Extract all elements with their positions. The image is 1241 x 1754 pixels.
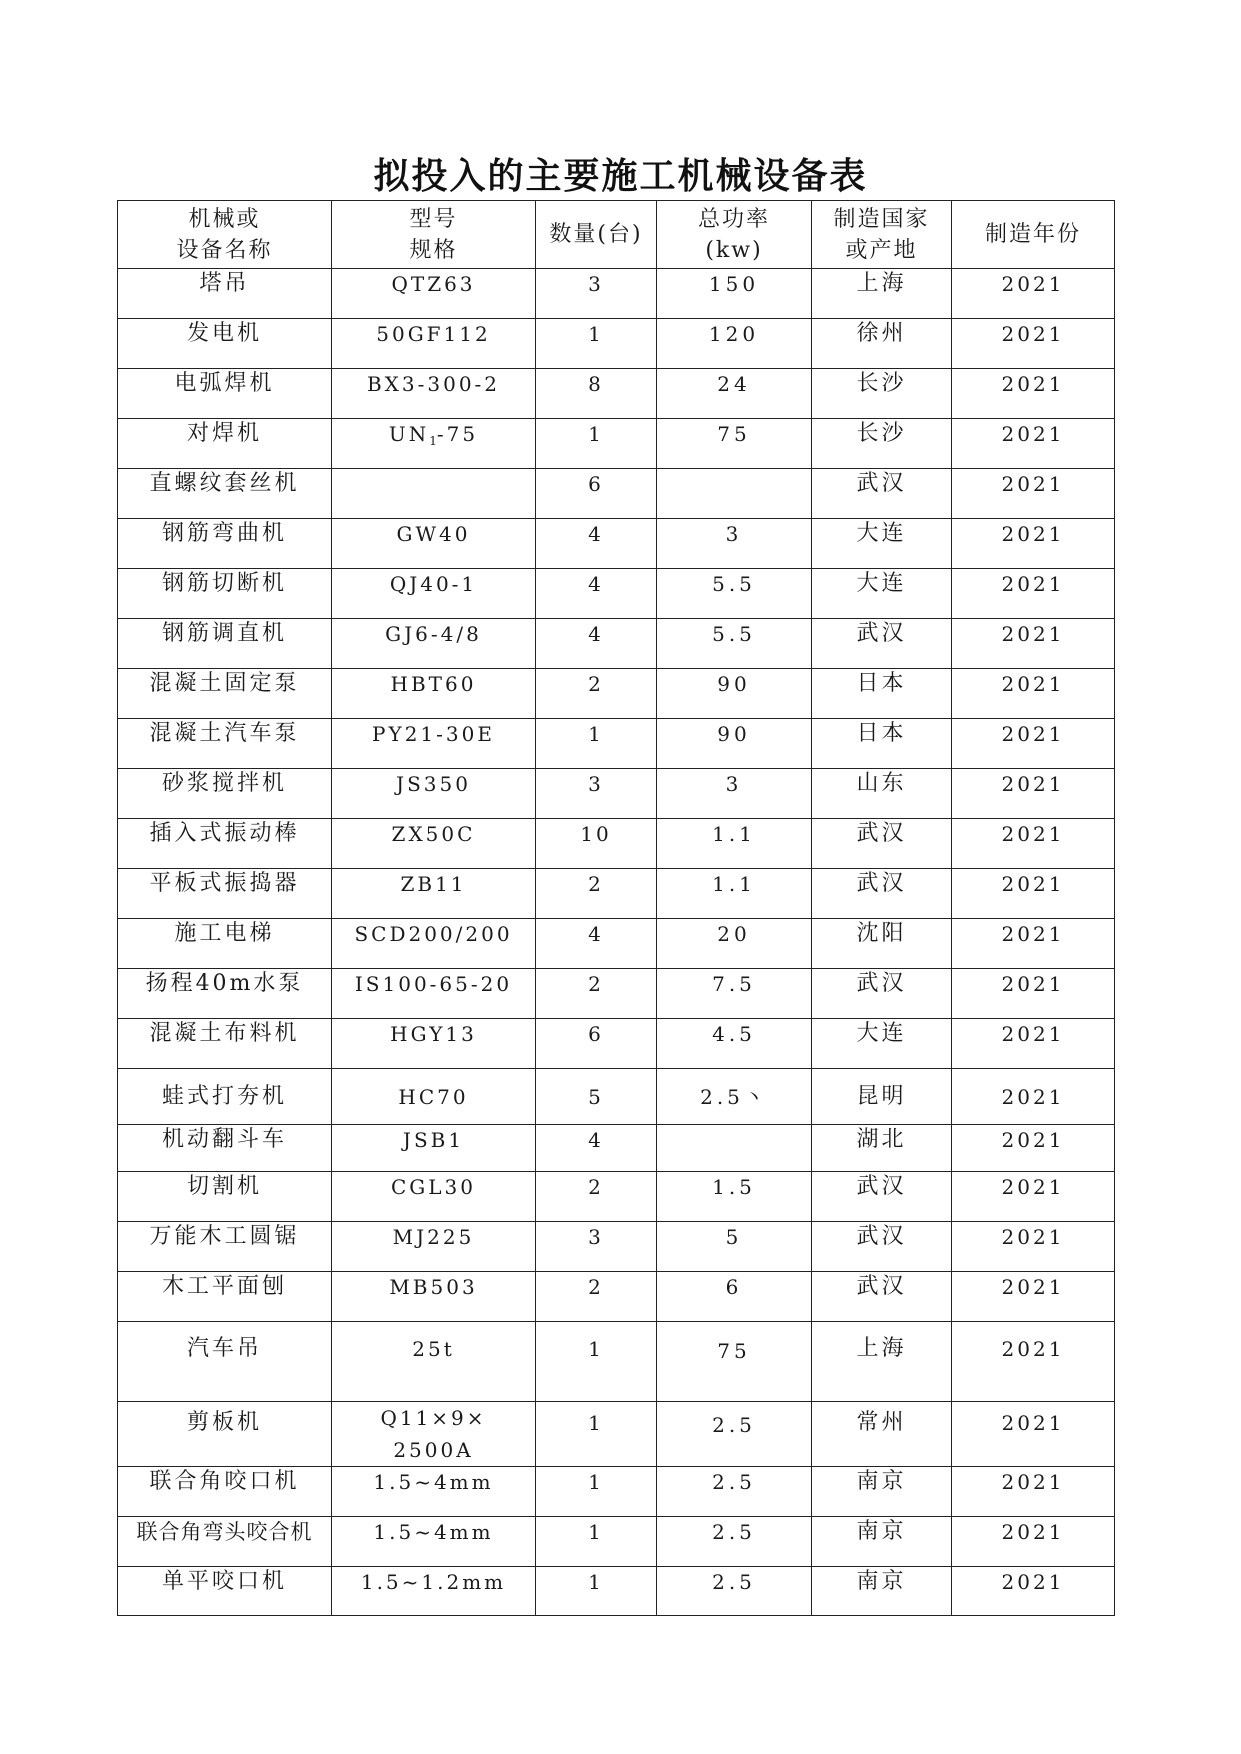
cell-model: CGL30 xyxy=(332,1172,536,1222)
cell-origin: 武汉 xyxy=(812,969,952,1019)
cell-model: 1.5~4mm xyxy=(332,1467,536,1517)
header-origin: 制造国家 或产地 xyxy=(812,201,952,269)
cell-name: 钢筋调直机 xyxy=(118,619,332,669)
cell-name: 联合角咬口机 xyxy=(118,1467,332,1517)
cell-power: 90 xyxy=(657,669,812,719)
cell-year: 2021 xyxy=(952,869,1115,919)
table-row xyxy=(118,1069,1115,1125)
table-row xyxy=(118,1322,1115,1402)
cell-year: 2021 xyxy=(952,669,1115,719)
cell-origin: 武汉 xyxy=(812,819,952,869)
cell-model: HGY13 xyxy=(332,1019,536,1069)
cell-model: BX3-300-2 xyxy=(332,369,536,419)
cell-name: 钢筋切断机 xyxy=(118,569,332,619)
header-model: 型号 规格 xyxy=(332,201,536,269)
equipment-table xyxy=(117,200,1115,1616)
cell-origin: 南京 xyxy=(812,1467,952,1517)
cell-year: 2021 xyxy=(952,1019,1115,1069)
cell-year: 2021 xyxy=(952,1517,1115,1567)
cell-year: 2021 xyxy=(952,369,1115,419)
cell-origin: 长沙 xyxy=(812,419,952,469)
cell-model: GW40 xyxy=(332,519,536,569)
cell-qty: 4 xyxy=(536,919,657,969)
table-row xyxy=(118,969,1115,1019)
cell-qty: 8 xyxy=(536,369,657,419)
cell-power: 75 xyxy=(657,419,812,469)
cell-origin: 武汉 xyxy=(812,1272,952,1322)
cell-origin: 南京 xyxy=(812,1517,952,1567)
table-row xyxy=(118,1467,1115,1517)
cell-model: ZX50C xyxy=(332,819,536,869)
table-row xyxy=(118,319,1115,369)
cell-name: 插入式振动棒 xyxy=(118,819,332,869)
cell-qty: 4 xyxy=(536,519,657,569)
cell-name: 混凝土布料机 xyxy=(118,1019,332,1069)
table-row xyxy=(118,1567,1115,1616)
cell-power: 5.5 xyxy=(657,619,812,669)
cell-model: 50GF112 xyxy=(332,319,536,369)
header-qty: 数量(台) xyxy=(536,201,657,269)
cell-origin: 大连 xyxy=(812,569,952,619)
cell-year: 2021 xyxy=(952,1069,1115,1125)
cell-year: 2021 xyxy=(952,819,1115,869)
table-row xyxy=(118,919,1115,969)
cell-power: 20 xyxy=(657,919,812,969)
table-row xyxy=(118,569,1115,619)
header-name: 机械或 设备名称 xyxy=(118,201,332,269)
cell-power: 5 xyxy=(657,1222,812,1272)
table-row xyxy=(118,719,1115,769)
cell-name: 木工平面刨 xyxy=(118,1272,332,1322)
table-row xyxy=(118,369,1115,419)
cell-origin: 大连 xyxy=(812,519,952,569)
cell-power xyxy=(657,1125,812,1172)
cell-qty: 2 xyxy=(536,669,657,719)
cell-power: 2.5 xyxy=(657,1467,812,1517)
cell-power: 7.5 xyxy=(657,969,812,1019)
cell-year: 2021 xyxy=(952,1272,1115,1322)
cell-power: 5.5 xyxy=(657,569,812,619)
cell-origin: 武汉 xyxy=(812,469,952,519)
cell-origin: 日本 xyxy=(812,719,952,769)
cell-name: 塔吊 xyxy=(118,269,332,319)
cell-qty: 4 xyxy=(536,619,657,669)
cell-power: 6 xyxy=(657,1272,812,1322)
cell-name: 机动翻斗车 xyxy=(118,1125,332,1172)
cell-power: 3 xyxy=(657,519,812,569)
cell-power: 2.5丶 xyxy=(657,1069,812,1125)
cell-year: 2021 xyxy=(952,419,1115,469)
cell-origin: 昆明 xyxy=(812,1069,952,1125)
cell-power: 1.1 xyxy=(657,869,812,919)
table-row xyxy=(118,669,1115,719)
table-row xyxy=(118,1402,1115,1467)
table-row xyxy=(118,519,1115,569)
cell-qty: 1 xyxy=(536,319,657,369)
cell-name: 剪板机 xyxy=(118,1402,332,1467)
cell-origin: 常州 xyxy=(812,1402,952,1467)
cell-name: 万能木工圆锯 xyxy=(118,1222,332,1272)
cell-origin: 武汉 xyxy=(812,1222,952,1272)
cell-qty: 1 xyxy=(536,719,657,769)
cell-name: 混凝土汽车泵 xyxy=(118,719,332,769)
table-row xyxy=(118,469,1115,519)
cell-name: 钢筋弯曲机 xyxy=(118,519,332,569)
cell-name: 扬程40m水泵 xyxy=(118,969,332,1019)
cell-model: JSB1 xyxy=(332,1125,536,1172)
cell-origin: 徐州 xyxy=(812,319,952,369)
cell-name: 汽车吊 xyxy=(118,1322,332,1402)
cell-power: 120 xyxy=(657,319,812,369)
cell-name: 混凝土固定泵 xyxy=(118,669,332,719)
cell-qty: 1 xyxy=(536,1517,657,1567)
cell-origin: 大连 xyxy=(812,1019,952,1069)
cell-model: GJ6-4/8 xyxy=(332,619,536,669)
cell-power: 24 xyxy=(657,369,812,419)
header-power: 总功率 (kw) xyxy=(657,201,812,269)
cell-name: 单平咬口机 xyxy=(118,1567,332,1616)
cell-model: ZB11 xyxy=(332,869,536,919)
cell-model: MJ225 xyxy=(332,1222,536,1272)
cell-model: HBT60 xyxy=(332,669,536,719)
cell-qty: 10 xyxy=(536,819,657,869)
cell-model: Q11×9× 2500A xyxy=(332,1402,536,1467)
cell-qty: 3 xyxy=(536,769,657,819)
table-row xyxy=(118,819,1115,869)
cell-power: 150 xyxy=(657,269,812,319)
cell-name: 蛙式打夯机 xyxy=(118,1069,332,1125)
cell-qty: 4 xyxy=(536,569,657,619)
table-row xyxy=(118,769,1115,819)
cell-model: PY21-30E xyxy=(332,719,536,769)
table-row xyxy=(118,619,1115,669)
cell-year: 2021 xyxy=(952,569,1115,619)
cell-power: 75 xyxy=(657,1322,812,1402)
cell-power: 2.5 xyxy=(657,1402,812,1467)
cell-model: HC70 xyxy=(332,1069,536,1125)
cell-year: 2021 xyxy=(952,969,1115,1019)
cell-origin: 上海 xyxy=(812,1322,952,1402)
cell-name: 联合角弯头咬合机 xyxy=(118,1517,332,1567)
table-row xyxy=(118,869,1115,919)
cell-qty: 5 xyxy=(536,1069,657,1125)
cell-qty: 2 xyxy=(536,869,657,919)
cell-origin: 上海 xyxy=(812,269,952,319)
table-row xyxy=(118,1272,1115,1322)
cell-year: 2021 xyxy=(952,719,1115,769)
cell-qty: 3 xyxy=(536,269,657,319)
cell-qty: 4 xyxy=(536,1125,657,1172)
cell-model: MB503 xyxy=(332,1272,536,1322)
cell-name: 平板式振捣器 xyxy=(118,869,332,919)
cell-power: 2.5 xyxy=(657,1567,812,1616)
cell-model: QJ40-1 xyxy=(332,569,536,619)
cell-origin: 长沙 xyxy=(812,369,952,419)
cell-year: 2021 xyxy=(952,319,1115,369)
table-row xyxy=(118,1125,1115,1172)
cell-qty: 3 xyxy=(536,1222,657,1272)
cell-qty: 1 xyxy=(536,1467,657,1517)
cell-qty: 1 xyxy=(536,419,657,469)
cell-origin: 南京 xyxy=(812,1567,952,1616)
cell-year: 2021 xyxy=(952,469,1115,519)
table-row xyxy=(118,1222,1115,1272)
cell-qty: 2 xyxy=(536,1272,657,1322)
cell-model: SCD200/200 xyxy=(332,919,536,969)
table-row xyxy=(118,1517,1115,1567)
cell-year: 2021 xyxy=(952,919,1115,969)
cell-model: 1.5~1.2mm xyxy=(332,1567,536,1616)
cell-year: 2021 xyxy=(952,1125,1115,1172)
cell-year: 2021 xyxy=(952,769,1115,819)
cell-year: 2021 xyxy=(952,1172,1115,1222)
table-row xyxy=(118,1172,1115,1222)
cell-year: 2021 xyxy=(952,519,1115,569)
cell-name: 砂浆搅拌机 xyxy=(118,769,332,819)
cell-qty: 1 xyxy=(536,1322,657,1402)
cell-model: 1.5~4mm xyxy=(332,1517,536,1567)
cell-qty: 1 xyxy=(536,1567,657,1616)
cell-qty: 6 xyxy=(536,1019,657,1069)
cell-origin: 湖北 xyxy=(812,1125,952,1172)
header-year: 制造年份 xyxy=(952,201,1115,269)
cell-power: 4.5 xyxy=(657,1019,812,1069)
cell-model: IS100-65-20 xyxy=(332,969,536,1019)
cell-name: 直螺纹套丝机 xyxy=(118,469,332,519)
cell-year: 2021 xyxy=(952,1567,1115,1616)
cell-power: 1.5 xyxy=(657,1172,812,1222)
cell-name: 电弧焊机 xyxy=(118,369,332,419)
table-row xyxy=(118,1019,1115,1069)
cell-origin: 山东 xyxy=(812,769,952,819)
cell-power: 3 xyxy=(657,769,812,819)
cell-power: 1.1 xyxy=(657,819,812,869)
cell-model: 25t xyxy=(332,1322,536,1402)
cell-name: 对焊机 xyxy=(118,419,332,469)
cell-year: 2021 xyxy=(952,1322,1115,1402)
page-title: 拟投入的主要施工机械设备表 xyxy=(373,156,868,197)
cell-year: 2021 xyxy=(952,1402,1115,1467)
cell-origin: 武汉 xyxy=(812,1172,952,1222)
cell-name: 发电机 xyxy=(118,319,332,369)
cell-model: $UN_1-75$ xyxy=(332,419,536,469)
table-header-row xyxy=(118,201,1115,269)
cell-year: 2021 xyxy=(952,1467,1115,1517)
cell-qty: 1 xyxy=(536,1402,657,1467)
cell-origin: 沈阳 xyxy=(812,919,952,969)
cell-year: 2021 xyxy=(952,619,1115,669)
cell-qty: 2 xyxy=(536,969,657,1019)
cell-origin: 武汉 xyxy=(812,619,952,669)
table-row xyxy=(118,269,1115,319)
cell-origin: 日本 xyxy=(812,669,952,719)
cell-year: 2021 xyxy=(952,1222,1115,1272)
cell-power xyxy=(657,469,812,519)
cell-name: 施工电梯 xyxy=(118,919,332,969)
cell-name: 切割机 xyxy=(118,1172,332,1222)
cell-qty: 2 xyxy=(536,1172,657,1222)
cell-origin: 武汉 xyxy=(812,869,952,919)
cell-model: JS350 xyxy=(332,769,536,819)
cell-model: QTZ63 xyxy=(332,269,536,319)
cell-power: 90 xyxy=(657,719,812,769)
cell-model xyxy=(332,469,536,519)
cell-qty: 6 xyxy=(536,469,657,519)
cell-power: 2.5 xyxy=(657,1517,812,1567)
table-row xyxy=(118,419,1115,469)
cell-year: 2021 xyxy=(952,269,1115,319)
